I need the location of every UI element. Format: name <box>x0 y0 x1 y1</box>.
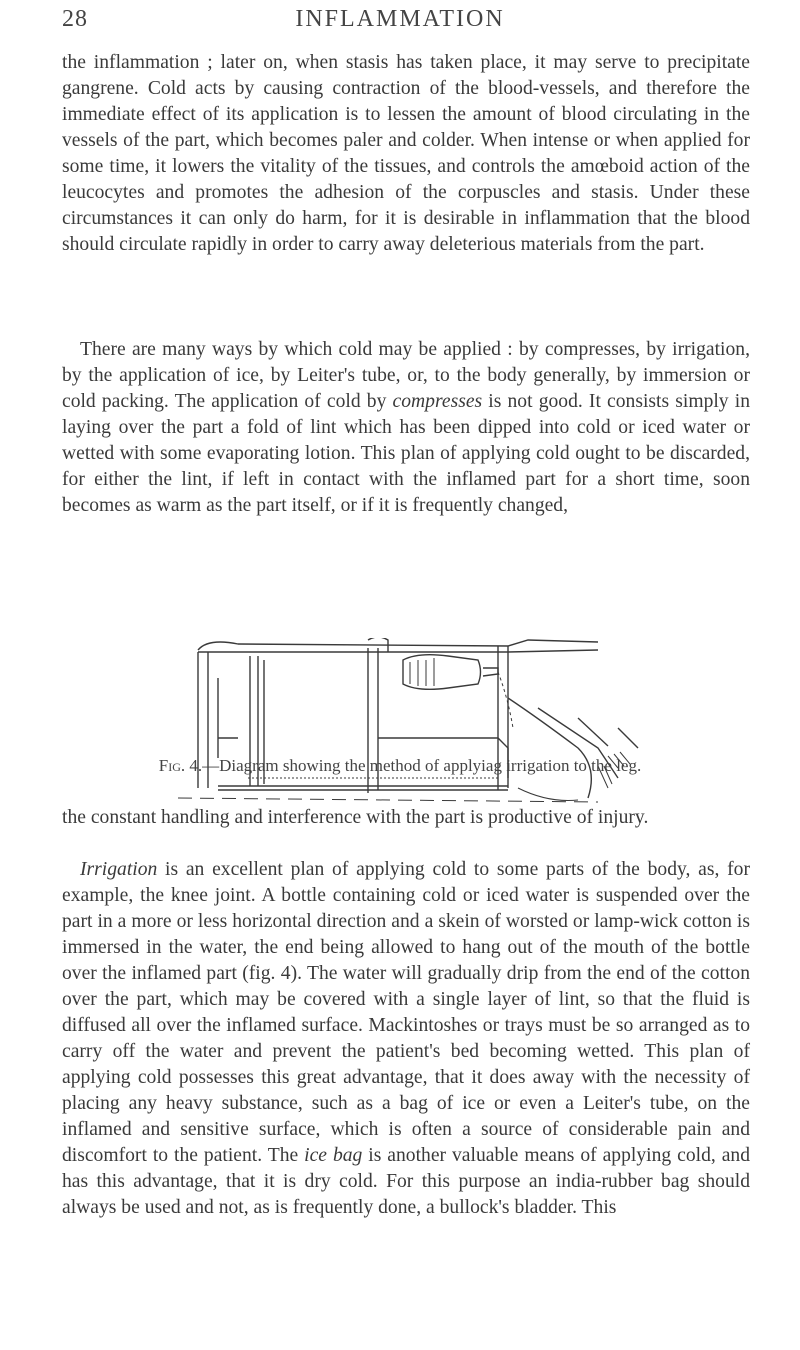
figure-label: Fig. 4. <box>158 756 203 775</box>
paragraph-text: is another valuable means of applying cold, and has this advantage, that it is dry cold. For this purpose an india-rubber bag should always be used and not, as is frequently done, a bullock's bladder. This <box>62 1145 751 1218</box>
italic-term-compresses: compresses <box>392 391 483 412</box>
leg-outline <box>508 698 591 798</box>
figure-caption <box>0 756 800 776</box>
italic-term-ice-bag: ice bag <box>304 1145 363 1166</box>
paragraph-text: is an excellent plan of applying cold to some parts of the body, as, for example, the knee joint. A bottle containing cold or iced water is suspended over the part in a more or less horizontal direction and a skein of worsted or lamp-wick cotton is immersed in the water, the end being allowed to hang out of the mouth of the bottle over the inflamed part (fig. 4). The water will gradually drip from the end of the cotton over the part, which may be covered with a single layer of lint, so that the fluid is diffused all over the inflamed surface. Mackintoshes or trays must be so arranged as to carry off the water and prevent the patient's bed becoming wetted. This plan of applying cold possesses this great advantage, that it does away with the necessity of placing any heavy substance, such as a bag of ice or even a Leiter's tube, on the inflamed and sensitive surface, which is often a source of considerable pain and discomfort to the patient. The <box>62 859 750 1166</box>
irrigation-diagram <box>178 638 738 804</box>
paragraph-inflammation-cold: the inflammation ; later on, when stasis has taken place, it may serve to precipitate gangrene. Cold acts by causing contraction of the blood-vessels, and therefore the immediate effect of its application is to lessen the amount of blood circulating in the vessels of the part, which becomes paler and colder. When intense or when applied for some time, it lowers the vitality of the tissues, and controls the amœboid action of the leucocytes and promotes the adhesion of the corpuscles and stasis. Under these circumstances it can only do harm, for it is desirable in inflammation that the blood should circulate rapidly in order to carry away deleterious materials from the part. <box>62 52 750 255</box>
ground-line <box>178 798 598 802</box>
paragraph-irrigation <box>62 857 750 1221</box>
paragraph-methods-of-cold <box>62 337 750 519</box>
paragraph-handling: the constant handling and interference with the part is productive of injury. <box>62 807 649 828</box>
paragraph-text: There are many ways by which cold may be applied : by compresses, by irrigation, by the application of ice, by Leiter's tube, or, to the body generally, by immersion or cold packing. The application of cold by <box>62 339 750 412</box>
caption-text: —Diagram showing the method of applyiag irrigation to the leg. <box>202 756 642 775</box>
paragraph-text: is not good. It consists simply in laying over the part a fold of lint which has been dipped into cold or iced water or wetted with some evaporating lotion. This plan of applying cold ought to be discarded, for either the lint, if left in contact with the inflamed part for a short time, soon becomes as warm as the part itself, or if it is frequently changed, <box>62 391 750 516</box>
irrigation-bottle <box>403 655 481 690</box>
running-title: INFLAMMATION <box>295 6 505 32</box>
page-number: 28 <box>62 6 88 32</box>
cradle-top-bar <box>198 640 598 650</box>
italic-term-irrigation: Irrigation <box>80 859 158 880</box>
